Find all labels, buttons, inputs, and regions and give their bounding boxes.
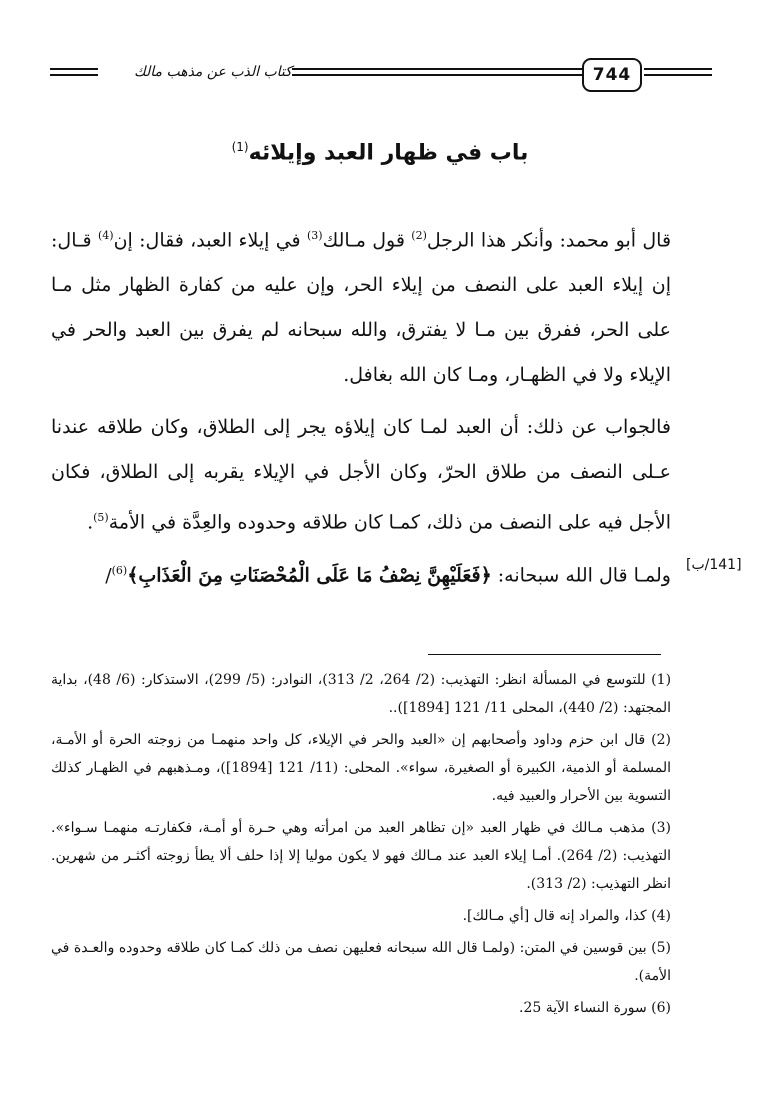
footnote-2: (2) قال ابن حزم وداود وأصحابهم إن «العبد والحر في الإيلاء، كل واحد منهمـا من زوجته الحرة أو الأمـة، المسلمة أو الذمية، الكبيرة أو الصغيرة، سواء». المحلى: (11/ 121 [1894])، ومـذهبهم في الظهـار كذلك التسوية بين الأحرار والعبيد فيه.	[51, 732, 671, 804]
footnote-5: (5) بين قوسين في المتن: (ولمـا قال الله سبحانه فعليهن نصف من ذلك كمـا كان طلاقه وحدوده والعـدة في الأمة).	[51, 940, 671, 984]
footnote-ref-2: (2)	[411, 229, 427, 242]
footnote-separator	[428, 654, 661, 655]
footnote-4: (4) كذا، والمراد إنه قال [أي مـالك].	[462, 908, 671, 924]
footnote-3: (3) مذهب مـالك في ظهار العبد «إن تظاهر العبد من امرأته وهي حـرة أو أمـة، فكفارتـه منهمـا سـواء». التهذيب: (2/ 264). أمـا إيلاء العبد عند مـالك فهو لا يكون موليا إلا إذا حلف ألا يطأ زوجته أكثـر من شهرين. انظر التهذيب: (2/ 313).	[51, 820, 671, 892]
p2-text-a: فالجواب عن ذلك: أن العبد لمـا كان إيلاؤه يجر إلى الطلاق، وكان طلاقه عندنا عـلى النصف من طلاق الحرّ، وكان الأجل في الإيلاء يقربه إلى الطلاق، فكان الأجل فيه على النصف من ذلك، كمـا كان طلاقه وحدوده والعِدَّة في الأمة	[51, 416, 671, 534]
paragraph-1	[51, 213, 671, 398]
book-title: كتاب الذب عن مذهب مالك	[134, 64, 292, 80]
running-header	[50, 58, 712, 92]
chapter-footnote-ref: (1)	[231, 140, 249, 154]
header-rule-right-lower	[644, 74, 712, 76]
footnote-ref-4: (4)	[97, 229, 114, 242]
header-rule-middle	[292, 68, 584, 70]
p2-text-b: .	[87, 511, 94, 534]
footnote-ref-3: (3)	[306, 229, 323, 242]
p3-text-b: /	[105, 564, 112, 587]
footnotes	[51, 666, 671, 1026]
header-rule-middle-lower	[292, 74, 584, 76]
header-rule-right	[644, 68, 712, 70]
footnote-1: (1) للتوسع في المسألة انظر: التهذيب: (2/ 264، 2/ 313)، النوادر: (5/ 299)، الاستذكار: (6/ 48)، بداية المجتهد: (2/ 440)، المحلى 11/ 121 [1894])..	[51, 672, 672, 716]
footnote-6: (6) سورة النساء الآية 25.	[519, 1000, 671, 1016]
p1-text-a: قال أبو محمد: وأنكر هذا الرجل	[426, 229, 672, 252]
paragraph-2	[51, 405, 671, 545]
paragraph-3	[51, 548, 671, 598]
p1-text-c: في إيلاء العبد، فقال: إن	[113, 229, 307, 252]
header-rule-left-lower	[50, 74, 98, 76]
quran-verse: ﴿فَعَلَيْهِنَّ نِصْفُ مَا عَلَى الْمُحْصَنَاتِ مِنَ الْعَذَابِ﴾	[127, 564, 492, 587]
manuscript-folio-ref: [141/ب]	[686, 557, 742, 573]
header-rule-left	[50, 68, 98, 70]
page-number: 744	[582, 58, 642, 92]
p1-text-d: قـال: إن إيلاء العبد على النصف من إيلاء الحر، وإن عليه من كفارة الظهار مثل مـا على الحر، ففرق بين مـا لا يفترق، والله سبحانه لم يفرق بين العبد والحر في الإيلاء ولا في الظهـار، ومـا كان الله بغافل.	[51, 229, 671, 387]
footnote-ref-5: (5)	[93, 511, 109, 524]
chapter-title: باب في ظهار العبد وإيلائه	[248, 140, 529, 166]
p3-text-a: ولمـا قال الله سبحانه:	[491, 564, 671, 587]
p1-text-b: قول مـالك	[322, 229, 412, 252]
chapter-heading	[180, 140, 580, 165]
footnote-ref-6: (6)	[111, 564, 128, 577]
